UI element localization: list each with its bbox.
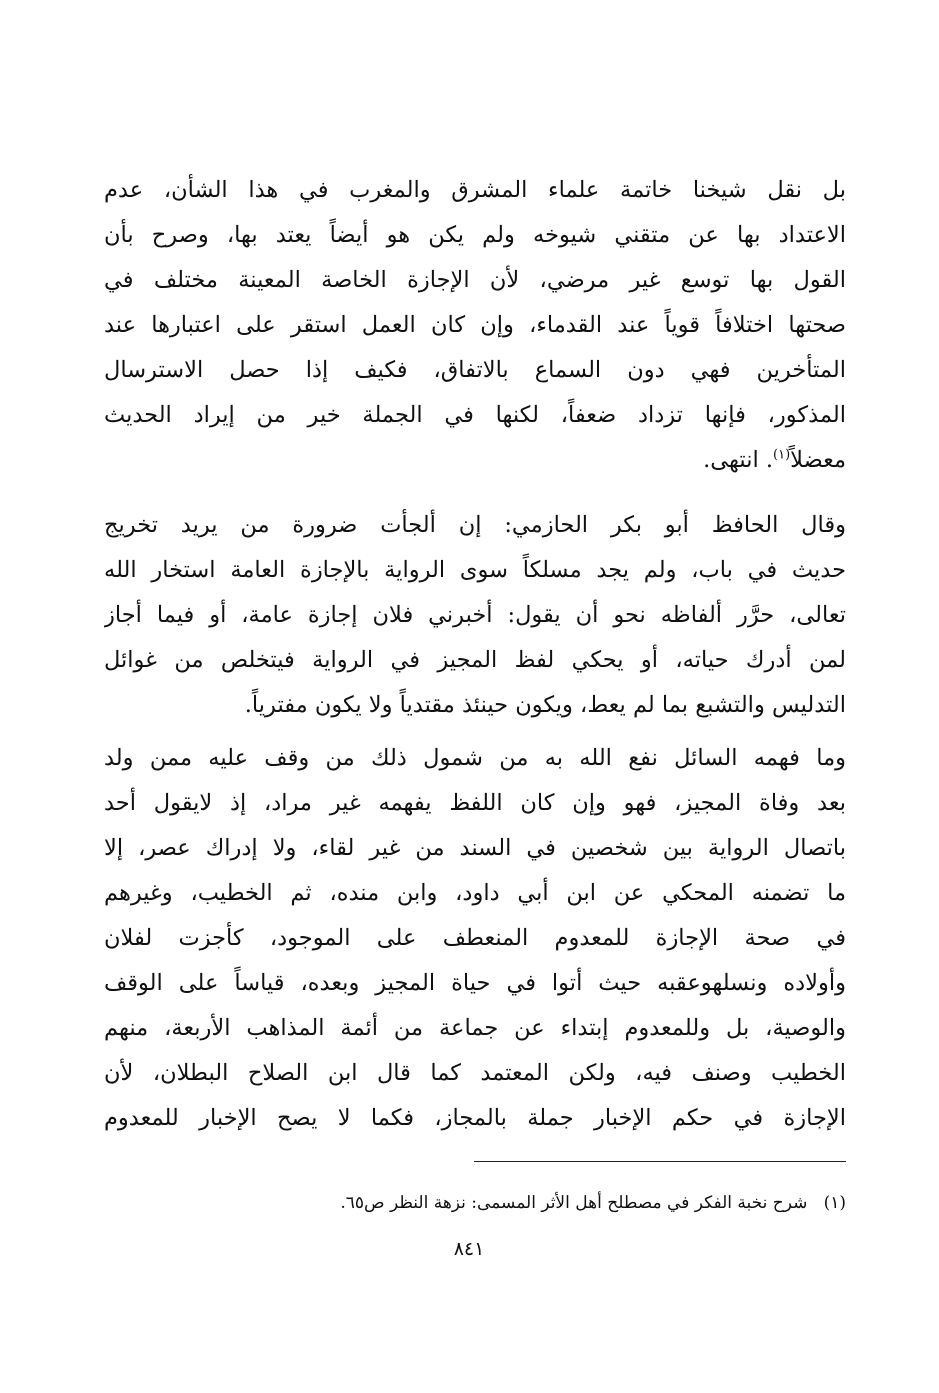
footnote-divider: [474, 1161, 846, 1162]
text-line: وقال الحافظ أبو بكر الحازمي: إن ألجأت ضرورة من يريد تخريج: [104, 512, 846, 538]
text-line: بل نقل شيخنا خاتمة علماء المشرق والمغرب في هذا الشأن، عدم: [104, 177, 846, 203]
page-number: ٨٤١: [453, 1238, 485, 1260]
text-line: بعد وفاة المجيز، فهو وإن كان اللفظ يفهمه غير مراد، إذ لايقول أحد: [104, 790, 846, 816]
text-line: حديث في باب، ولم يجد مسلكاً سوى الرواية بالإجازة العامة استخار الله: [104, 557, 846, 583]
text-line: صحتها اختلافاً قوياً عند القدماء، وإن كان العمل استقر على اعتبارها عند: [104, 312, 846, 338]
text-line: ما تضمنه المحكي عن ابن أبي داود، وابن منده، ثم الخطيب، وغيرهم: [104, 880, 846, 906]
text-line: باتصال الرواية بين شخصين في السند من غير لقاء، ولا إدراك عصر، إلا: [104, 835, 846, 861]
text-line: القول بها توسع غير مرضي، لأن الإجازة الخاصة المعينة مختلف في: [104, 267, 846, 293]
paragraph-3: [104, 736, 846, 1141]
text-line-last: [104, 438, 846, 483]
text-line-last: التدليس والتشبع بما لم يعط، ويكون حينئذ مقتدياً ولا يكون مفترياً.: [244, 692, 846, 718]
text-line: المذكور، فإنها تزداد ضعفاً، لكنها في الجملة خير من إيراد الحديث: [104, 402, 846, 428]
text-line: وما فهمه السائل نفع الله به من شمول ذلك من وقف عليه ممن ولد: [104, 745, 846, 771]
text-line: تعالى، حرَّر ألفاظه نحو أن يقول: أخبرني فلان إجازة عامة، أو فيما أجاز: [104, 602, 846, 628]
text-line: المتأخرين فهي دون السماع بالاتفاق، فكيف إذا حصل الاسترسال: [104, 357, 846, 383]
paragraph-2: [104, 503, 846, 728]
footnote-reference[interactable]: (١): [773, 447, 791, 463]
text-line: الإجازة في حكم الإخبار جملة بالمجاز، فكما لا يصح الإخبار للمعدوم: [104, 1105, 846, 1131]
text-line: في صحة الإجازة للمعدوم المنعطف على الموجود، كأجزت لفلان: [104, 925, 846, 951]
paragraph-1: [104, 168, 846, 483]
text-line: والوصية، بل وللمعدوم إبتداء عن جماعة من أئمة المذاهب الأربعة، منهم: [104, 1015, 846, 1041]
text-line: وأولاده ونسلهوعقبه حيث أتوا في حياة المجيز وبعده، قياساً على الوقف: [104, 970, 846, 996]
text-line: لمن أدرك حياته، أو يحكي لفظ المجيز في الرواية فيتخلص من غوائل: [104, 647, 846, 673]
footnote-text: شرح نخبة الفكر في مصطلح أهل الأثر المسمى: نزهة النظر ص٦٥.: [340, 1193, 808, 1213]
text-line: الخطيب وصنف فيه، ولكن المعتمد كما قال ابن الصلاح البطلان، لأن: [104, 1060, 846, 1086]
text-fragment: معضلاً: [790, 447, 846, 473]
footnote-marker: (١): [823, 1193, 846, 1213]
text-line: الاعتداد بها عن متقني شيوخه ولم يكن هو أيضاً يعتد بها، وصرح بأن: [104, 222, 846, 248]
text-fragment: . انتهى.: [703, 447, 774, 473]
footnote: [200, 1188, 846, 1218]
